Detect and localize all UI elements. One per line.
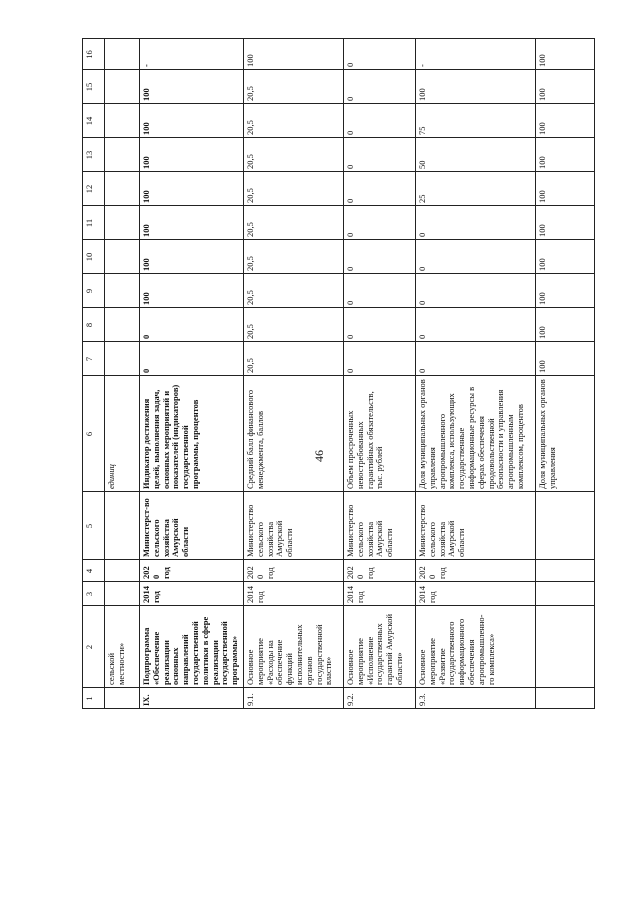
executor	[105, 492, 140, 559]
indicator-name-cell	[536, 375, 595, 491]
row-name-cell	[416, 605, 536, 687]
end-year: 2020 год	[345, 566, 375, 579]
value-col-8: 0	[141, 334, 151, 339]
value-col-11	[105, 206, 140, 239]
row-name-cell	[244, 605, 344, 687]
end-year-cell	[105, 559, 140, 581]
executor-cell	[416, 491, 536, 559]
value-col-7: 100	[537, 360, 547, 373]
start-year: 2014 год	[417, 583, 437, 603]
value-col-8: 0	[417, 334, 427, 339]
value-col-7: 0	[141, 368, 151, 373]
value-col-11: 100	[141, 224, 151, 237]
end-year-cell	[244, 559, 344, 581]
table-row	[536, 38, 595, 708]
value-col-9: 0	[417, 300, 427, 305]
row-name: Основное мероприятие «Исполнение государственных гарантий Амурской области»	[345, 611, 404, 685]
value-col-11: 0	[345, 232, 355, 237]
row-number-cell	[344, 687, 416, 708]
header-col-5: 5	[84, 523, 94, 529]
value-col-12: 25	[417, 194, 427, 203]
value-col-15-cell	[105, 69, 140, 103]
value-col-8: 0	[345, 334, 355, 339]
value-col-9: 0	[345, 300, 355, 305]
end-year-cell	[536, 559, 595, 581]
start-year	[536, 582, 595, 605]
value-col-12-cell	[536, 171, 595, 205]
end-year: 2020 год	[141, 566, 171, 579]
value-col-10-cell	[105, 239, 140, 273]
value-col-9-cell	[140, 273, 244, 307]
value-col-9: 100	[537, 292, 547, 305]
header-col-8-cell	[83, 307, 105, 341]
value-col-10-cell	[416, 239, 536, 273]
header-col-9: 9	[84, 288, 94, 294]
value-col-15: 0	[345, 96, 355, 101]
row-number-cell	[140, 687, 244, 708]
value-col-14-cell	[536, 103, 595, 137]
row-number	[105, 688, 140, 708]
value-col-10-cell	[244, 239, 344, 273]
value-col-7-cell	[536, 341, 595, 375]
table-row	[416, 38, 536, 708]
value-col-15: 100	[417, 88, 427, 101]
row-name-cell	[344, 605, 416, 687]
value-col-7-cell	[105, 341, 140, 375]
header-col-16: 16	[84, 50, 94, 59]
value-col-15-cell	[536, 69, 595, 103]
executor: Министерство сельского хозяйства Амурской области	[345, 502, 395, 557]
value-col-14: 100	[141, 122, 151, 135]
value-col-7-cell	[416, 341, 536, 375]
start-year: 2014 год	[141, 583, 161, 603]
value-col-11-cell	[536, 205, 595, 239]
value-col-11-cell	[344, 205, 416, 239]
table-row	[344, 38, 416, 708]
row-name-cell	[105, 605, 140, 687]
value-col-7-cell	[344, 341, 416, 375]
start-year-cell	[244, 581, 344, 605]
executor-cell	[536, 491, 595, 559]
end-year-cell	[344, 559, 416, 581]
header-col-2: 2	[84, 644, 94, 650]
value-col-9-cell	[244, 273, 344, 307]
start-year-cell	[416, 581, 536, 605]
header-col-3: 3	[84, 591, 94, 597]
value-col-13: 100	[537, 156, 547, 169]
value-col-16: -	[417, 64, 427, 67]
value-col-7: 20,5	[245, 358, 255, 373]
value-col-10: 0	[345, 266, 355, 271]
value-col-11: 100	[537, 224, 547, 237]
header-col-12: 12	[84, 184, 94, 194]
value-col-9-cell	[105, 273, 140, 307]
value-col-11: 20,5	[245, 222, 255, 237]
value-col-10: 100	[537, 258, 547, 271]
header-col-10: 10	[84, 252, 94, 262]
value-col-13: 0	[345, 164, 355, 169]
value-col-11: 0	[417, 232, 427, 237]
row-name: Подпрограмма «Обеспечение реализации основных направлений государственной политики в сфере реализации государственной программы»	[141, 614, 240, 685]
start-year-cell	[536, 581, 595, 605]
header-col-4: 4	[84, 568, 94, 574]
indicator-name-cell	[105, 375, 140, 491]
header-col-7: 7	[84, 356, 94, 362]
value-col-9: 100	[141, 292, 151, 305]
value-col-12: 20,5	[245, 188, 255, 203]
value-col-16: 0	[345, 62, 355, 67]
value-col-12: 100	[141, 190, 151, 203]
executor: Министерст-во сельского хозяйства Амурской области	[141, 496, 191, 557]
table-row	[140, 38, 244, 708]
value-col-8: 100	[537, 326, 547, 339]
value-col-8-cell	[536, 307, 595, 341]
value-col-7: 0	[417, 368, 427, 373]
value-col-15-cell	[244, 69, 344, 103]
header-col-11: 11	[84, 218, 94, 228]
header-col-15: 15	[84, 82, 94, 92]
row-number: 9.2.	[345, 693, 355, 706]
row-number	[536, 688, 595, 708]
value-col-12-cell	[416, 171, 536, 205]
start-year: 2014 год	[345, 583, 365, 603]
indicator-name: единиц	[106, 464, 116, 489]
header-col-14: 14	[84, 116, 94, 126]
value-col-15-cell	[344, 69, 416, 103]
value-col-15: 100	[141, 88, 151, 101]
executor	[536, 492, 595, 559]
value-col-10-cell	[536, 239, 595, 273]
value-col-8-cell	[416, 307, 536, 341]
value-col-15	[105, 70, 140, 103]
indicator-name-cell	[244, 375, 344, 491]
header-col-6-cell	[83, 375, 105, 491]
value-col-16-cell	[244, 38, 344, 69]
value-col-16: -	[141, 64, 151, 67]
header-col-13-cell	[83, 137, 105, 171]
value-col-13-cell	[416, 137, 536, 171]
value-col-16-cell	[416, 38, 536, 69]
header-col-12-cell	[83, 171, 105, 205]
start-year-cell	[105, 581, 140, 605]
end-year: 2020 год	[417, 566, 447, 579]
header-col-16-cell	[83, 38, 105, 69]
header-col-11-cell	[83, 205, 105, 239]
row-name: сельской местности»	[106, 642, 126, 685]
end-year	[105, 560, 140, 581]
start-year-cell	[344, 581, 416, 605]
header-col-5-cell	[83, 491, 105, 559]
value-col-14-cell	[416, 103, 536, 137]
value-col-14-cell	[105, 103, 140, 137]
value-col-13	[105, 138, 140, 171]
end-year: 2020 год	[245, 566, 275, 579]
row-number-cell	[244, 687, 344, 708]
value-col-11-cell	[140, 205, 244, 239]
value-col-14-cell	[140, 103, 244, 137]
row-number: 9.3.	[417, 693, 427, 706]
page-number: 46	[312, 450, 326, 462]
row-number-cell	[416, 687, 536, 708]
executor-cell	[140, 491, 244, 559]
indicator-table	[82, 38, 595, 709]
value-col-12-cell	[105, 171, 140, 205]
header-col-15-cell	[83, 69, 105, 103]
executor: Министерство сельского хозяйства Амурской области	[417, 502, 467, 557]
indicator-name: Доля муниципальных органов управления	[537, 377, 557, 489]
indicator-name: Объем просроченных невостребованных гарантийных обязательств, тыс. рублей	[345, 389, 385, 489]
row-number: 9.1.	[245, 693, 255, 706]
value-col-14-cell	[344, 103, 416, 137]
header-col-10-cell	[83, 239, 105, 273]
value-col-10: 100	[141, 258, 151, 271]
header-col-14-cell	[83, 103, 105, 137]
value-col-10-cell	[344, 239, 416, 273]
value-col-11-cell	[416, 205, 536, 239]
value-col-13-cell	[244, 137, 344, 171]
value-col-16: 100	[245, 54, 255, 67]
row-name	[536, 606, 595, 687]
value-col-13: 20,5	[245, 154, 255, 169]
header-col-8: 8	[84, 322, 94, 328]
indicator-name: Индикатор достижения целей, выполнения задач, основных мероприятий и показателей (индикаторов) государственной программы, процентов	[141, 382, 200, 489]
start-year-cell	[140, 581, 244, 605]
header-col-7-cell	[83, 341, 105, 375]
value-col-13-cell	[536, 137, 595, 171]
row-name: Основное мероприятие «Расходы на обеспечение функций исполнительных органов государственной власти»	[245, 622, 334, 685]
indicator-name-cell	[344, 375, 416, 491]
value-col-14: 0	[345, 130, 355, 135]
row-number-cell	[536, 687, 595, 708]
value-col-9-cell	[536, 273, 595, 307]
value-col-10: 20,5	[245, 256, 255, 271]
value-col-7-cell	[244, 341, 344, 375]
indicator-name: Доля муниципальных органов управления агропромышленного комплекса, использующих государственные информационные ресурсы в сферах обеспечения продовольственной безопасности и управления агропромышленным комплексом, процентов	[417, 377, 525, 489]
value-col-15-cell	[416, 69, 536, 103]
value-col-16: 100	[537, 54, 547, 67]
header-col-4-cell	[83, 559, 105, 581]
value-col-9: 20,5	[245, 290, 255, 305]
value-col-12-cell	[140, 171, 244, 205]
value-col-7: 0	[345, 368, 355, 373]
value-col-8	[105, 308, 140, 341]
header-col-6: 6	[84, 431, 94, 437]
start-year	[105, 582, 140, 605]
value-col-10	[105, 240, 140, 273]
header-col-1-cell	[83, 687, 105, 708]
value-col-14: 20,5	[245, 120, 255, 135]
value-col-15-cell	[140, 69, 244, 103]
value-col-16-cell	[344, 38, 416, 69]
value-col-8-cell	[105, 307, 140, 341]
value-col-10: 0	[417, 266, 427, 271]
value-col-12-cell	[344, 171, 416, 205]
value-col-10-cell	[140, 239, 244, 273]
indicator-name-cell	[140, 375, 244, 491]
header-col-2-cell	[83, 605, 105, 687]
value-col-12: 100	[537, 190, 547, 203]
end-year	[536, 560, 595, 581]
value-col-9-cell	[416, 273, 536, 307]
header-col-9-cell	[83, 273, 105, 307]
table-row	[244, 38, 344, 708]
value-col-13: 100	[141, 156, 151, 169]
value-col-13-cell	[140, 137, 244, 171]
value-col-11-cell	[105, 205, 140, 239]
value-col-8-cell	[344, 307, 416, 341]
value-col-12	[105, 172, 140, 205]
value-col-8-cell	[244, 307, 344, 341]
table-row	[105, 38, 140, 708]
row-number: IX.	[141, 694, 151, 706]
value-col-16	[105, 39, 140, 69]
value-col-16-cell	[140, 38, 244, 69]
value-col-13: 50	[417, 160, 427, 169]
end-year-cell	[416, 559, 536, 581]
value-col-16-cell	[536, 38, 595, 69]
start-year: 2014 год	[245, 583, 265, 603]
value-col-9	[105, 274, 140, 307]
value-col-14-cell	[244, 103, 344, 137]
value-col-11-cell	[244, 205, 344, 239]
header-col-3-cell	[83, 581, 105, 605]
row-name-cell	[140, 605, 244, 687]
value-col-9-cell	[344, 273, 416, 307]
row-name-cell	[536, 605, 595, 687]
executor: Министерство сельского хозяйства Амурской области	[245, 502, 295, 557]
value-col-13-cell	[344, 137, 416, 171]
header-col-1: 1	[84, 696, 94, 701]
value-col-15: 100	[537, 88, 547, 101]
value-col-14: 100	[537, 122, 547, 135]
header-col-13: 13	[84, 150, 94, 160]
value-col-8: 20,5	[245, 324, 255, 339]
row-number-cell	[105, 687, 140, 708]
indicator-name-cell	[416, 375, 536, 491]
value-col-15: 20,5	[245, 86, 255, 101]
indicator-name: Средний балл финансового менеджмента, баллов	[245, 387, 265, 489]
value-col-16-cell	[105, 38, 140, 69]
value-col-12: 0	[345, 198, 355, 203]
value-col-14: 75	[417, 126, 427, 135]
value-col-13-cell	[105, 137, 140, 171]
executor-cell	[244, 491, 344, 559]
end-year-cell	[140, 559, 244, 581]
value-col-8-cell	[140, 307, 244, 341]
executor-cell	[105, 491, 140, 559]
row-name: Основное мероприятие «Развитие государственного информационного обеспечения агропромышленно-го комплекса»	[417, 614, 496, 685]
value-col-7	[105, 342, 140, 375]
value-col-14	[105, 104, 140, 137]
value-col-12-cell	[244, 171, 344, 205]
value-col-7-cell	[140, 341, 244, 375]
executor-cell	[344, 491, 416, 559]
